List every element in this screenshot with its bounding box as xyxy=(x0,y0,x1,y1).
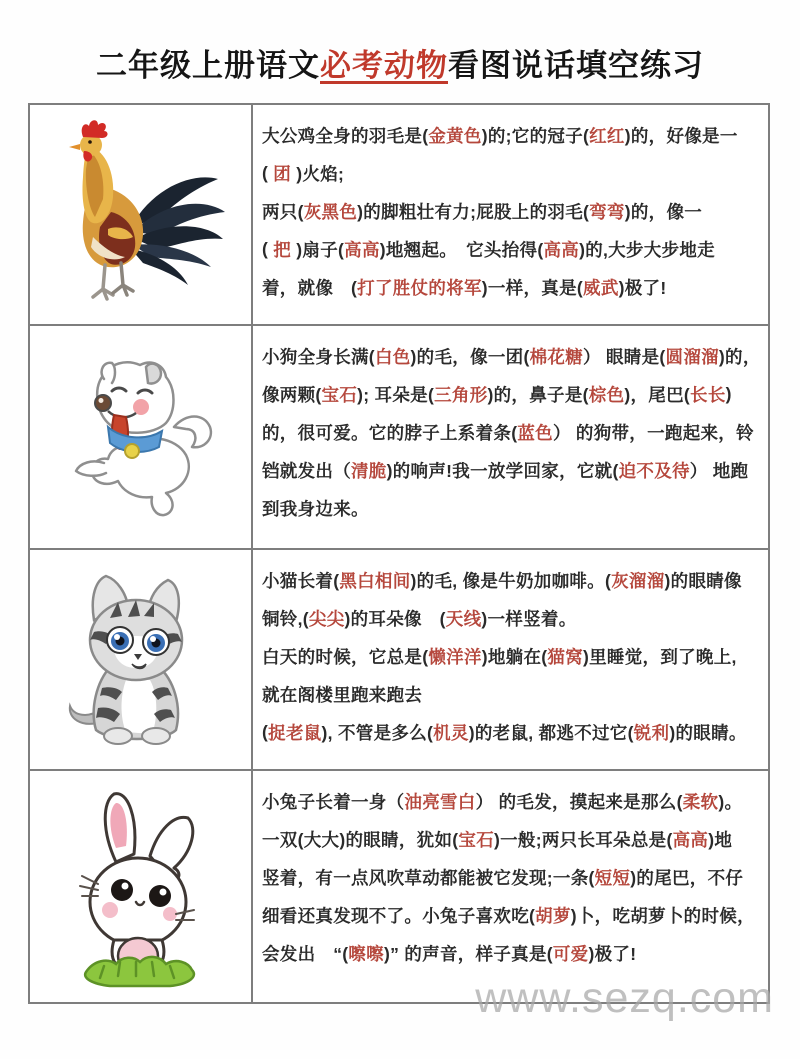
text-line: 一双(大大)的眼睛，犹如( 宝石 )一般;两只长耳朵总是( 高高 )地 xyxy=(262,820,762,858)
rabbit-image-cell xyxy=(30,771,253,1002)
puppy-image-cell xyxy=(30,326,253,548)
rabbit-paragraph xyxy=(262,782,762,972)
text-line: 竖着，有一点风吹草动都能被它发现;一条( 短短 )的尾巴，不仔 xyxy=(262,858,762,896)
rabbit-image xyxy=(58,784,223,989)
text-line: 铛就发出（ 清脆 )的响声!我一放学回家，它就( 迫不及待 ） 地跑 xyxy=(262,451,762,489)
blank-answer: 灰溜溜 xyxy=(611,570,665,591)
blank-answer: 柔软 xyxy=(682,791,719,812)
blank-answer: 锐利 xyxy=(633,722,670,743)
text-line: 两只( 灰黑色 )的脚粗壮有力;屁股上的羽毛( 弯弯 )的，像一 xyxy=(262,192,762,230)
text-line: 小猫长着( 黑白相间 )的毛, 像是牛奶加咖啡。( 灰溜溜 )的眼睛像 xyxy=(262,561,762,599)
text-line: 的，很可爱。它的脖子上系着条( 蓝色 ） 的狗带，一跑起来，铃 xyxy=(262,413,762,451)
blank-answer: 威武 xyxy=(583,277,619,298)
worksheet-table xyxy=(28,103,770,1004)
table-row-puppy xyxy=(30,326,768,550)
blank-answer: 胡萝 xyxy=(535,905,571,926)
blank-answer: 红红 xyxy=(589,125,625,146)
text-line: 铜铃,( 尖尖 )的耳朵像 ( 天线 )一样竖着。 xyxy=(262,599,762,637)
blank-answer: 宝石 xyxy=(458,829,494,850)
text-line: 细看还真发现不了。小兔子喜欢吃( 胡萝 )卜，吃胡萝卜的时候， xyxy=(262,896,762,934)
blank-answer: 捉老鼠 xyxy=(268,722,322,743)
blank-answer: 团 xyxy=(273,163,292,184)
text-line: ( 团 )火焰; xyxy=(262,162,345,184)
watermark: www.sezq.com xyxy=(475,974,774,1022)
rooster-image xyxy=(53,117,228,312)
rooster-text-cell xyxy=(253,105,768,324)
blank-answer: 高高 xyxy=(672,829,709,850)
blank-answer: 金黄色 xyxy=(428,125,482,146)
title-post: 看图说话填空练习 xyxy=(448,48,704,83)
blank-answer: 高高 xyxy=(344,239,380,260)
rooster-image-cell xyxy=(30,105,253,324)
table-row-kitten xyxy=(30,550,768,771)
blank-answer: 宝石 xyxy=(321,384,358,405)
kitten-text-cell xyxy=(253,550,768,769)
rabbit-text-cell xyxy=(253,771,768,1002)
blank-answer: 高高 xyxy=(543,239,580,260)
blank-answer: 嚓嚓 xyxy=(348,943,384,964)
blank-answer: 懒洋洋 xyxy=(428,646,482,667)
text-line: 白天的时候，它总是( 懒洋洋 )地躺在( 猫窝 )里睡觉，到了晚上, xyxy=(262,637,762,675)
text-line: 大公鸡全身的羽毛是( 金黄色 )的;它的冠子( 红红 )的，好像是一 xyxy=(262,116,762,154)
title-highlight: 必考动物 xyxy=(320,48,448,83)
blank-answer: 打了胜仗的将军 xyxy=(357,277,482,298)
table-row-rabbit xyxy=(30,771,768,1002)
blank-answer: 三角形 xyxy=(434,384,488,405)
blank-answer: 长长 xyxy=(690,384,726,405)
blank-answer: 尖尖 xyxy=(308,608,345,629)
puppy-text-cell xyxy=(253,326,768,548)
text-line: 小狗全身长满( 白色 )的毛，像一团( 棉花糖 ） 眼睛是( 圆溜溜 )的， xyxy=(262,337,762,375)
text-line: 小兔子长着一身（ 油亮雪白 ） 的毛发，摸起来是那么( 柔软 )。 xyxy=(262,782,762,820)
text-line: ( 捉老鼠 ), 不管是多么( 机灵 )的老鼠, 都逃不过它( 锐利 )的眼睛。 xyxy=(262,721,747,743)
blank-answer: 白色 xyxy=(374,346,411,367)
text-line: ( 把 )扇子( 高高 )地翘起。 它头抬得( 高高 )的,大步大步地走 xyxy=(262,238,715,260)
blank-answer: 天线 xyxy=(445,608,482,629)
blank-answer: 油亮雪白 xyxy=(404,791,476,812)
blank-answer: 棉花糖 xyxy=(529,346,584,367)
blank-answer: 棕色 xyxy=(588,384,625,405)
text-line: 会发出 “( 嚓嚓 )” 的声音，样子真是( 可爱 )极了! xyxy=(262,934,762,972)
table-row-rooster xyxy=(30,105,768,326)
rooster-paragraph xyxy=(262,116,762,306)
kitten-paragraph xyxy=(262,561,762,751)
blank-answer: 猫窝 xyxy=(547,646,583,667)
blank-answer: 弯弯 xyxy=(589,201,625,222)
title-pre: 二年级上册语文 xyxy=(96,48,320,83)
text-line: 像两颗( 宝石 ); 耳朵是( 三角形 )的，鼻子是( 棕色 )，尾巴( 长长 ) xyxy=(262,383,732,405)
blank-answer: 可爱 xyxy=(552,943,589,964)
blank-answer: 清脆 xyxy=(351,460,387,481)
puppy-paragraph xyxy=(262,337,762,527)
blank-answer: 圆溜溜 xyxy=(665,346,719,367)
blank-answer: 机灵 xyxy=(433,722,469,743)
blank-answer: 黑白相间 xyxy=(339,570,411,591)
blank-answer: 蓝色 xyxy=(517,422,553,443)
blank-answer: 短短 xyxy=(594,867,631,888)
blank-answer: 把 xyxy=(273,239,292,260)
kitten-image xyxy=(56,570,226,750)
kitten-image-cell xyxy=(30,550,253,769)
text-line: 就在阁楼里跑来跑去 xyxy=(262,684,423,705)
text-line: 到我身边来。 xyxy=(262,498,369,519)
puppy-image xyxy=(46,355,236,520)
blank-answer: 灰黑色 xyxy=(303,201,358,222)
blank-answer: 迫不及待 xyxy=(618,460,690,481)
text-line: 着，就像 ( 打了胜仗的将军 )一样，真是( 威武 )极了! xyxy=(262,268,762,306)
page-title xyxy=(0,40,800,85)
